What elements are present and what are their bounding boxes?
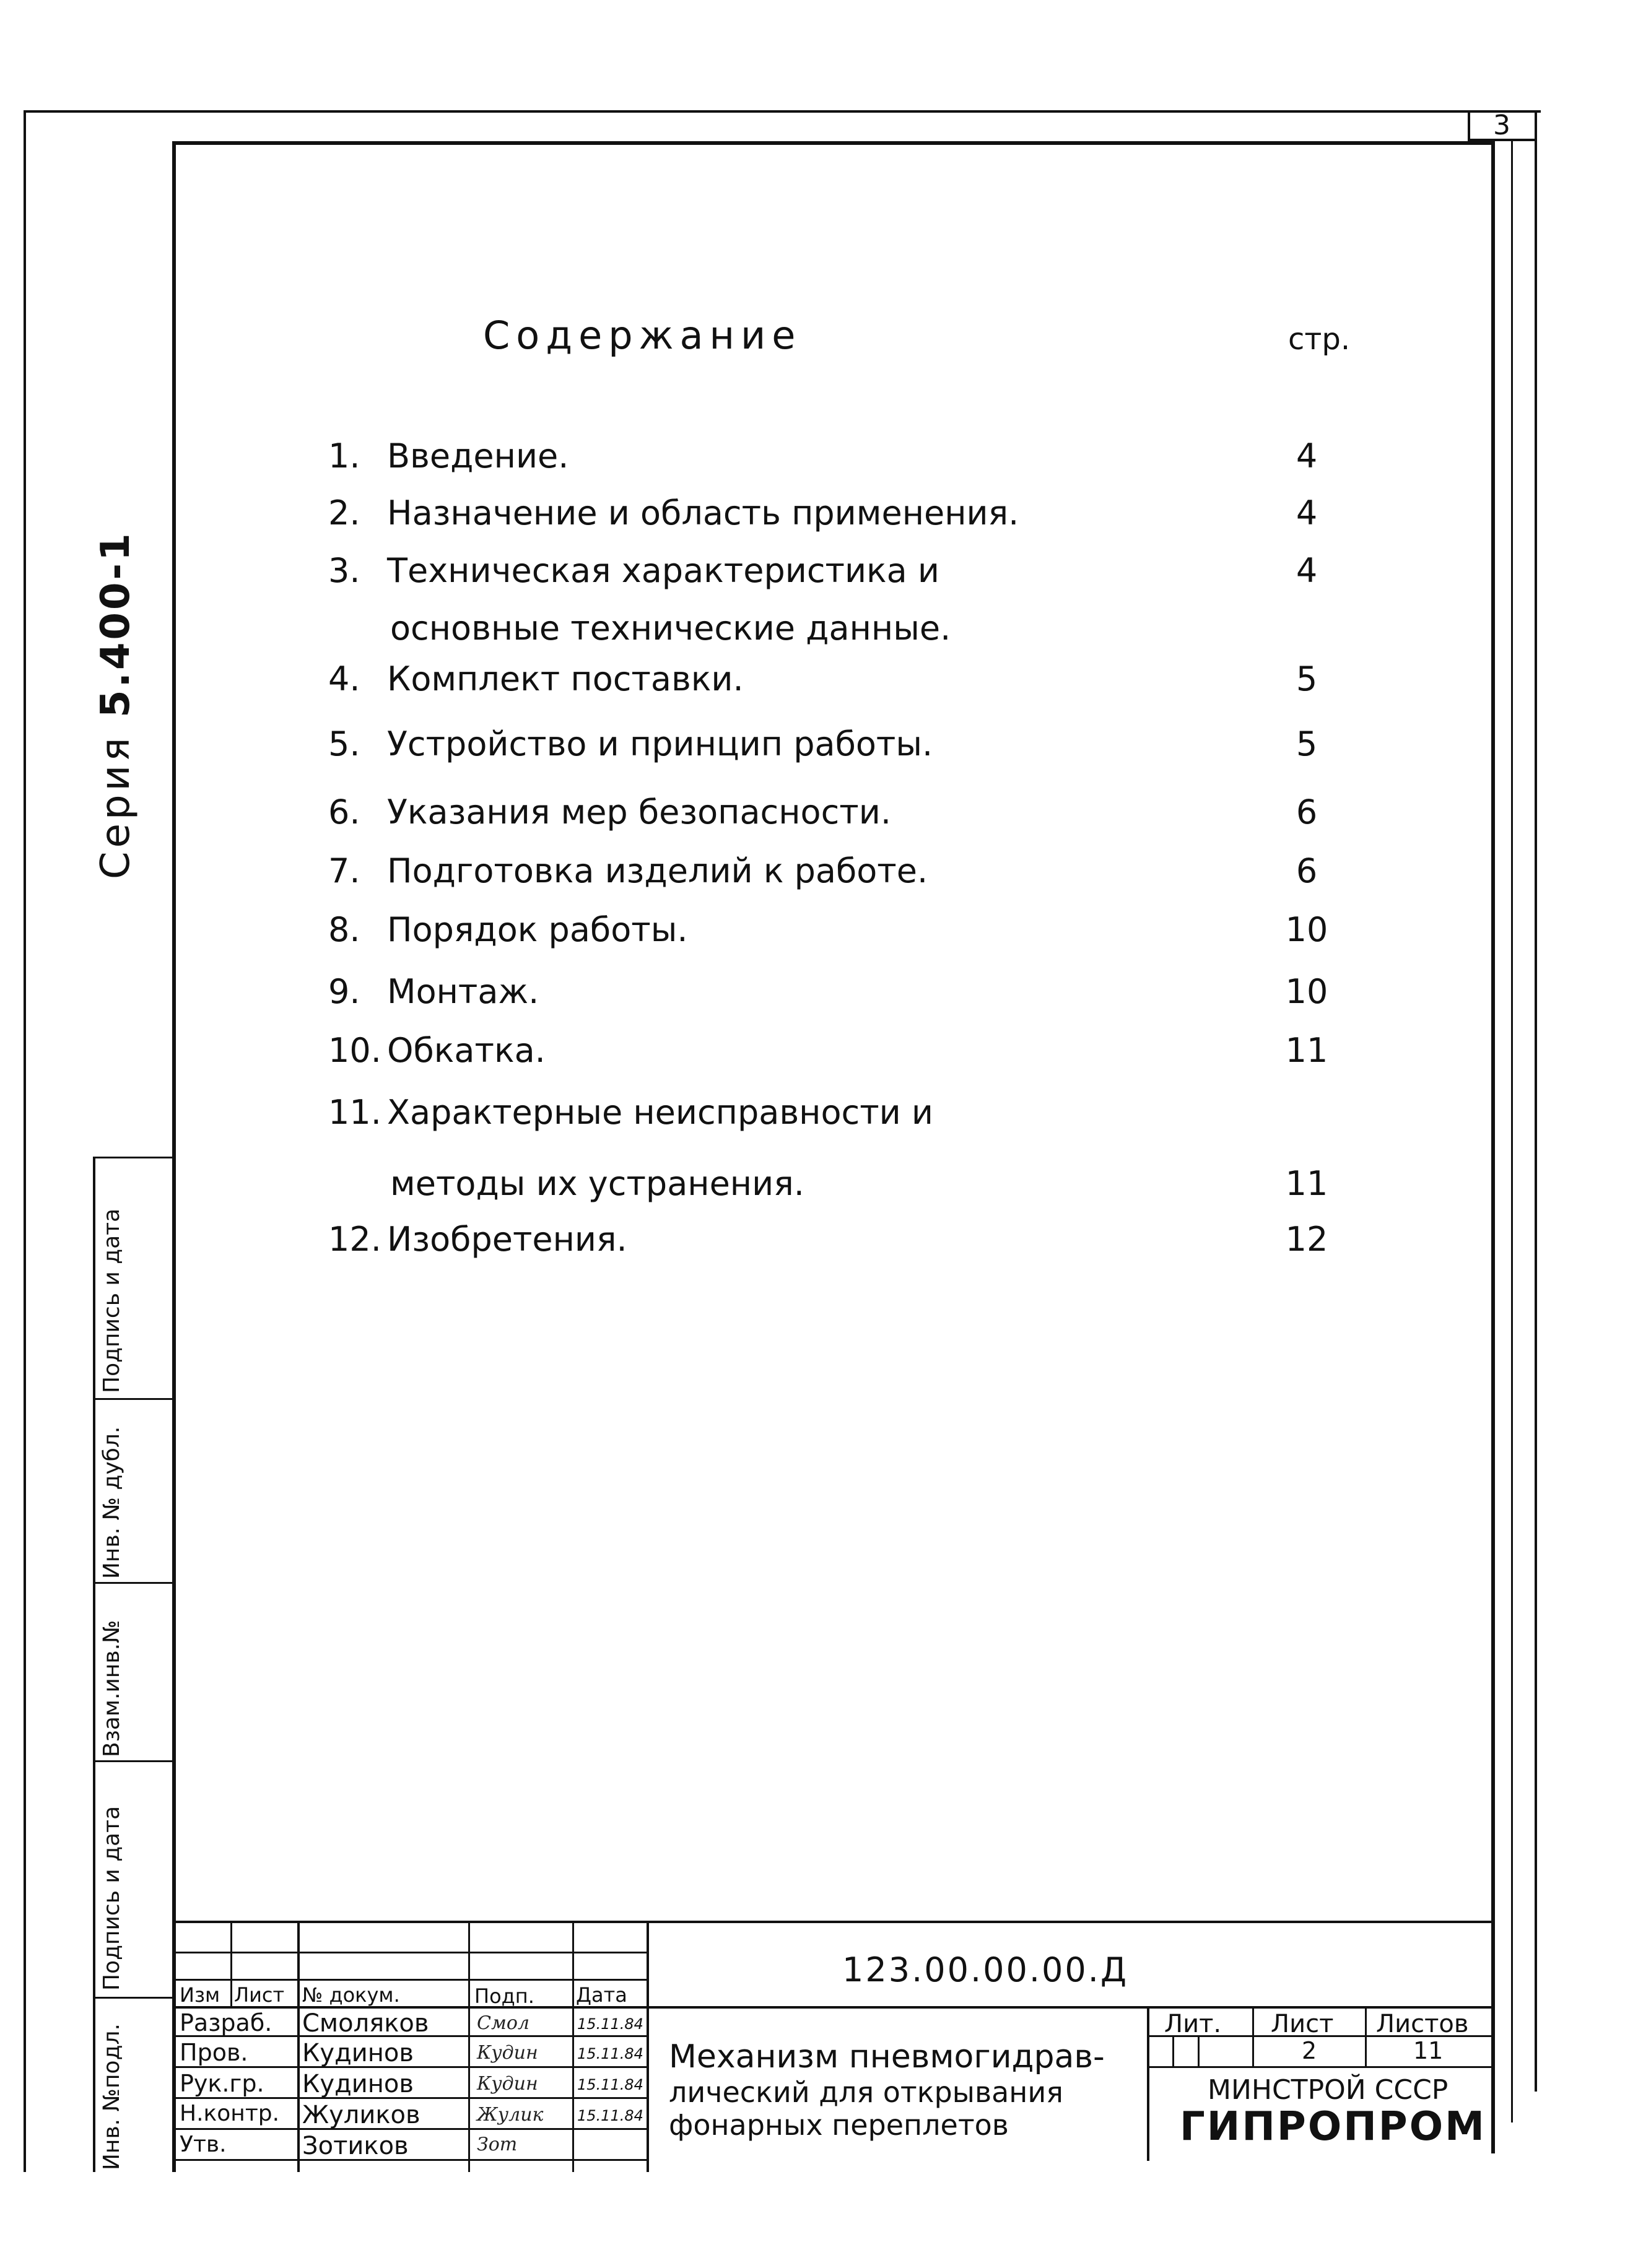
row-signature: Жулик (477, 2104, 544, 2126)
row-name: Жуликов (302, 2101, 420, 2129)
row-role: Разраб. (180, 2009, 272, 2036)
row-date: 15.11.84 (577, 2107, 643, 2124)
toc-item-continuation-page: 11 (1285, 1164, 1328, 1203)
th-list: Лист (234, 1983, 285, 2007)
side-label-vzam-inv: Взам.инв.№ (99, 1620, 124, 1757)
toc-item-continuation: методы их устранения. (390, 1164, 804, 1203)
series-number: 5.400-1 (93, 531, 139, 718)
row-date: 15.11.84 (577, 2015, 643, 2033)
side-label-inv-dubl: Инв. № дубл. (99, 1426, 124, 1579)
document-code: 123.00.00.00.Д (842, 1950, 1129, 1989)
row-signature: Кудин (477, 2073, 538, 2095)
toc-item: 5. Устройство и принцип работы. 5 (328, 724, 1318, 763)
toc-item: 8. Порядок работы. 10 (328, 910, 1328, 949)
toc-item: 3. Техническая характеристика и 4 (328, 551, 1318, 590)
row-role: Утв. (180, 2132, 227, 2157)
row-name: Смоляков (302, 2009, 429, 2038)
org-ministry: МИНСТРОЙ СССР (1208, 2074, 1449, 2106)
toc-item: 1. Введение. 4 (328, 437, 1318, 476)
sheet-corner-number: 3 (1493, 110, 1510, 141)
row-name: Зотиков (302, 2132, 409, 2157)
row-name: Кудинов (302, 2070, 414, 2098)
toc-item: 12. Изобретения. 12 (328, 1220, 1328, 1259)
th-date: Дата (576, 1983, 627, 2007)
row-role: Н.контр. (180, 2101, 280, 2126)
product-name-line-1: Механизм пневмогидрав- (669, 2038, 1105, 2075)
row-signature: Смол (477, 2012, 529, 2034)
series-prefix: Серия (93, 734, 139, 879)
side-label-podpis-2: Подпись и дата (99, 1208, 124, 1393)
sheet-label: Лист (1271, 2010, 1334, 2038)
toc-item: 7. Подготовка изделий к работе. 6 (328, 851, 1318, 890)
row-role: Рук.гр. (180, 2070, 264, 2097)
toc-item: 4. Комплект поставки. 5 (328, 659, 1318, 698)
sheets-label: Листов (1376, 2010, 1469, 2038)
row-signature: Кудин (477, 2042, 538, 2064)
th-izm: Изм (180, 1983, 220, 2007)
toc-item: 10. Обкатка. 11 (328, 1031, 1328, 1070)
row-signature: Зот (477, 2134, 518, 2155)
product-name-line-2: лический для открывания (669, 2075, 1063, 2109)
lit-label: Лит. (1164, 2010, 1222, 2038)
sheets-value: 11 (1413, 2037, 1444, 2064)
side-label-inv-podl: Инв. №подл. (99, 2023, 124, 2170)
th-sign: Подп. (474, 1984, 534, 2008)
row-date: 15.11.84 (577, 2045, 643, 2062)
org-institute: ГИПРОПРОМ (1180, 2104, 1486, 2150)
th-doc: № докум. (302, 1983, 400, 2007)
toc-item: 6. Указания мер безопасности. 6 (328, 793, 1318, 832)
row-role: Пров. (180, 2039, 248, 2066)
toc-item: 9. Монтаж. 10 (328, 972, 1328, 1011)
toc-item: 2. Назначение и область применения. 4 (328, 493, 1318, 532)
toc-item: 11. Характерные неисправности и (328, 1093, 934, 1132)
toc-title: Содержание (483, 313, 802, 358)
side-label-podpis-1: Подпись и дата (99, 1805, 124, 1991)
row-date: 15.11.84 (577, 2076, 643, 2093)
row-name: Кудинов (302, 2039, 414, 2067)
toc-page-header: стр. (1288, 322, 1351, 357)
toc-item-continuation: основные технические данные. (390, 609, 951, 648)
sheet-value: 2 (1302, 2037, 1317, 2064)
product-name-line-3: фонарных переплетов (669, 2108, 1009, 2142)
